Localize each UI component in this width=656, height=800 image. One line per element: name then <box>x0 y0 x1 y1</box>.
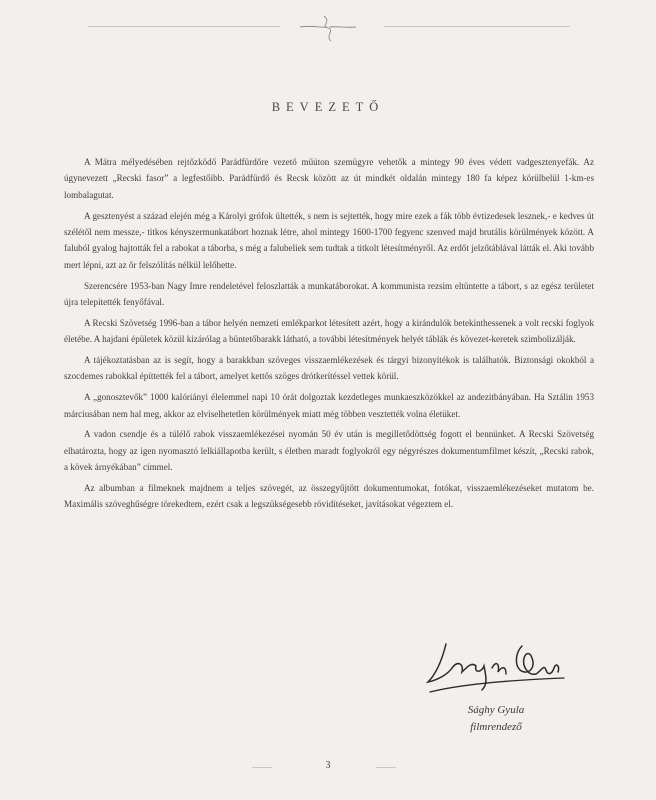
paragraph: Szerencsére 1953-ban Nagy Imre rendeletével feloszlatták a munkatáborokat. A kommunista rezsim eltüntette a tábort, s az egész területet újra telepítették fenyőfával. <box>64 280 594 308</box>
page-number: 3 <box>325 760 331 771</box>
paragraph: A gesztenyést a század elején még a Károlyi grófok ültették, s nem is sejtették, hogy mire ezek a fák több évtizedesek lesznek,- e kedves út szélétől nem messze,- titkos kényszermunkatábort hoznak létre, ahol mintegy 1600-1700 fegyenc szenved majd brutális körülmények között. A faluból gyalog hajtották fel a rabokat a táborba, s még a falubeliek sem tudtak a titkolt létesítményről. Az erdőt jelzőtáblával látták el. Aki tovább mert lépni, azt az őr felszólítás nélkül lelőhette. <box>64 210 594 270</box>
signer-role: filmrendező <box>470 721 522 733</box>
paragraph: A Mátra mélyedésében rejtőzködő Parádfürdőre vezető műúton szemügyre vehetők a mintegy 90 éves védett vadgesztenyefák. Az úgynevezett „Recski fasor” a legfestőibb. Parádfürdő és Recsk között az út mindkét oldalán mintegy 180 fa képez körülbelül 1-km-es lombalagutat. <box>64 157 594 200</box>
header-rule-right <box>384 26 570 27</box>
page-title: BEVEZETŐ <box>271 100 385 114</box>
signer-name: Sághy Gyula <box>467 704 525 716</box>
header-rule-left <box>88 26 280 27</box>
header-ornament-icon <box>298 12 358 44</box>
paragraph: Az albumban a filmeknek majdnem a teljes szövegét, az összegyűjtött dokumentumokat, fotókat, visszaemlékezéseket mutatom be. Maximális szöveghűségre törekedtem, ezért csak a legszükségesebb rövidítéseket, javításokat végeztem el. <box>64 483 594 510</box>
handwritten-signature <box>422 630 572 702</box>
footer-rule-right <box>376 767 396 768</box>
paragraph: A Recski Szövetség 1996-ban a tábor helyén nemzeti emlékparkot létesített azért, hogy a kirándulók betekinthessenek a volt recski foglyok életébe. A hajdani épületek közül kizárólag a büntetőbarakk látható, a további létesítmények helyét táblák és kövezet-keretek szimbolizálják. <box>64 317 594 345</box>
paragraph: A „gonosztevők” 1000 kalóriányi élelemmel napi 10 órát dolgoztak kezdetleges munkaeszközökkel az andezitbányában. Ha Sztálin 1953 márciusában nem hal meg, akkor az elviselhetetlen körülmények miatt még többen vesztették volna életüket. <box>64 392 594 419</box>
paragraph: A tájékoztatásban az is segít, hogy a barakkban szöveges visszaemlékezések és tárgyi bizonyítékok is találhatók. Biztonsági okokból a szocdemes rabokkal építtették fel a tábort, amelyet kettős szöges drótkerítéssel vettek körül. <box>64 355 594 382</box>
body-text <box>64 154 594 517</box>
paragraph: A vadon csendje és a túlélő rabok visszaemlékezései nyomán 50 év után is megilletődöttség fogott el bennünket. A Recski Szövetség elhatározta, hogy az igen nyomasztó lelkiállapotba került, s életben maradt foglyokról egy négyrészes dokumentumfilmet készít, „Recski rabok, a kövek árnyékában” címmel. <box>64 429 594 473</box>
signer-block <box>436 702 556 736</box>
